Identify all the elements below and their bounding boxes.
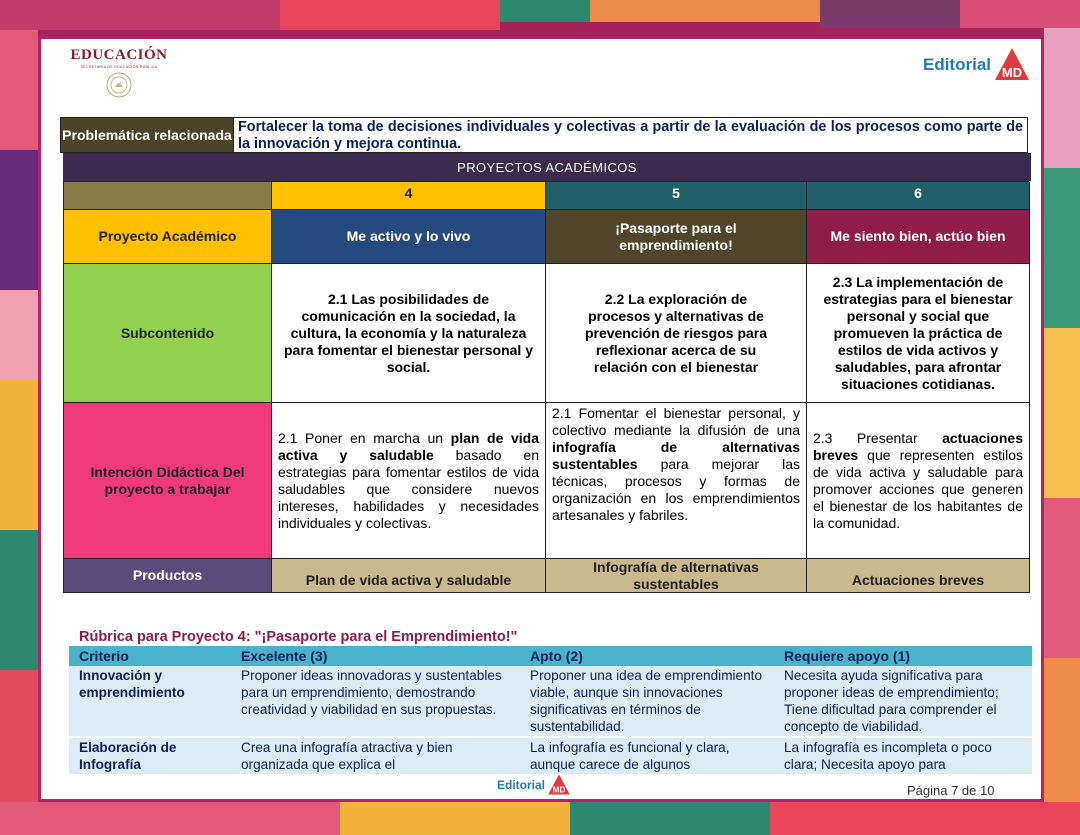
subcontenido-6-text: La implementación de estrategias para el bienestar personal y social que promueven la práctica de estilos de vida activos y saludables, para afrontar situaciones cotidianas. bbox=[823, 273, 1013, 392]
intencion-5 bbox=[546, 403, 807, 559]
footer-editorial-logo bbox=[497, 773, 571, 797]
edu-subtitle: SECRETARÍA DE EDUCACIÓN PÚBLICA bbox=[80, 65, 158, 69]
subcontenido-4-text: Las posibilidades de comunicación en la sociedad, la cultura, la economía y la naturaleza para fomentar el bienestar personal y social. bbox=[284, 290, 533, 375]
md-badge-icon bbox=[993, 46, 1031, 84]
rubrica-header-row bbox=[69, 646, 1032, 666]
document-page bbox=[38, 36, 1044, 802]
project-name-6: Me siento bien, actúo bien bbox=[807, 210, 1030, 264]
problematica-text: Fortalecer la toma de decisiones individuales y colectivas a partir de la evaluación de los procesos como parte de la innovación y mejora continua. bbox=[234, 117, 1028, 153]
intencion-6 bbox=[807, 403, 1030, 559]
intencion-5-b: infografía de alternativas sustentables bbox=[552, 439, 800, 472]
table-row bbox=[69, 737, 1032, 775]
rubrica-cell: La infografía es funcional y clara, aunque carece de algunos bbox=[520, 737, 774, 775]
producto-5: Infografía de alternativas sustentables bbox=[546, 559, 807, 593]
rubrica-cell: Necesita ayuda significativa para proponer ideas de emprendimiento; Tiene dificultad para comprender el concepto de viabilidad. bbox=[774, 666, 1032, 737]
rubrica-header-requiere-apoyo: Requiere apoyo (1) bbox=[774, 646, 1032, 666]
subcontenido-5-text: La exploración de procesos y alternativas de prevención de riesgos para reflexionar acerca de su relación con el bienestar bbox=[584, 290, 768, 375]
footer-md-badge-text: MD bbox=[552, 785, 566, 795]
editorial-md-logo bbox=[923, 45, 1031, 85]
problematica-label: Problemática relacionada bbox=[60, 117, 234, 153]
educacion-logo bbox=[69, 47, 169, 103]
intencion-4 bbox=[272, 403, 546, 559]
md-badge-text: MD bbox=[1001, 65, 1023, 80]
subcontenido-5 bbox=[546, 264, 807, 403]
subcontenido-4 bbox=[272, 264, 546, 403]
intencion-4-b: plan de vida activa y saludable bbox=[278, 429, 539, 463]
edu-title: EDUCACIÓN bbox=[70, 47, 168, 63]
rubrica-cell: Crea una infografía atractiva y bien organizada que explica el bbox=[231, 737, 520, 775]
corner-cell bbox=[64, 182, 272, 210]
subcontenido-6-num: 2.3 bbox=[832, 273, 853, 290]
intencion-6-c: que representen estilos de vida activa y saludable para promover acciones que generen el bienestar de los habitantes de la comunidad. bbox=[813, 446, 1023, 531]
producto-4: Plan de vida activa y saludable bbox=[272, 559, 546, 593]
rubrica-cell: Proponer ideas innovadoras y sustentables para un emprendimiento, demostrando creatividad y viabilidad en sus propuestas. bbox=[231, 666, 520, 737]
intencion-4-a: 2.1 Poner en marcha un bbox=[278, 429, 451, 446]
project-name-5: ¡Pasaporte para el emprendimiento! bbox=[546, 210, 807, 264]
project-number-5: 5 bbox=[546, 182, 807, 210]
subcontenido-6 bbox=[807, 264, 1030, 403]
producto-6: Actuaciones breves bbox=[807, 559, 1030, 593]
proyectos-header: PROYECTOS ACADÉMICOS bbox=[63, 153, 1031, 181]
rubrica-cell: Elaboración de Infografía bbox=[69, 737, 231, 775]
intencion-5-c: para mejorar las técnicas, procesos y formas de organización en los emprendimientos artesanales y fabriles. bbox=[552, 456, 800, 523]
table-row bbox=[69, 666, 1032, 737]
rubrica-header-apto: Apto (2) bbox=[520, 646, 774, 666]
intencion-6-a: 2.3 Presentar bbox=[813, 429, 943, 446]
intencion-5-a: 2.1 Fomentar el bienestar personal, y colectivo mediante la difusión de una bbox=[552, 405, 800, 438]
intencion-label: Intención Didáctica Del proyecto a trabajar bbox=[64, 403, 272, 559]
rubrica-cell: Innovación y emprendimiento bbox=[69, 666, 231, 737]
subcontenido-4-num: 2.1 bbox=[327, 290, 348, 307]
rubrica-cell: La infografía es incompleta o poco clara; Necesita apoyo para bbox=[774, 737, 1032, 775]
intencion-4-c: basado en estrategias para fomentar estilos de vida saludables que considere nuevos intereses, habilidades y necesidades individuales y colectivas. bbox=[278, 446, 539, 531]
subcontenido-label: Subcontenido bbox=[64, 264, 272, 403]
national-seal-icon bbox=[106, 72, 132, 98]
rubrica-header-excelente: Excelente (3) bbox=[231, 646, 520, 666]
proyecto-academico-label: Proyecto Académico bbox=[64, 210, 272, 264]
projects-table bbox=[63, 181, 1029, 593]
rubrica-table bbox=[69, 646, 1032, 776]
project-name-4: Me activo y lo vivo bbox=[272, 210, 546, 264]
project-number-4: 4 bbox=[272, 182, 546, 210]
page-number: Página 7 de 10 bbox=[907, 783, 995, 798]
footer-md-badge-icon bbox=[547, 773, 571, 797]
project-number-6: 6 bbox=[807, 182, 1030, 210]
productos-label: Productos bbox=[64, 559, 272, 593]
footer-editorial-text: Editorial bbox=[497, 778, 546, 792]
rubrica-cell: Proponer una idea de emprendimiento viable, aunque sin innovaciones significativas en términos de sustentabilidad. bbox=[520, 666, 774, 737]
rubrica-header-criterio: Criterio bbox=[69, 646, 231, 666]
rubrica-title: Rúbrica para Proyecto 4: "¡Pasaporte para el Emprendimiento!" bbox=[79, 629, 518, 645]
editorial-text: Editorial bbox=[922, 55, 991, 74]
intencion-6-b: actuaciones breves bbox=[813, 429, 1023, 463]
subcontenido-5-num: 2.2 bbox=[604, 290, 625, 307]
